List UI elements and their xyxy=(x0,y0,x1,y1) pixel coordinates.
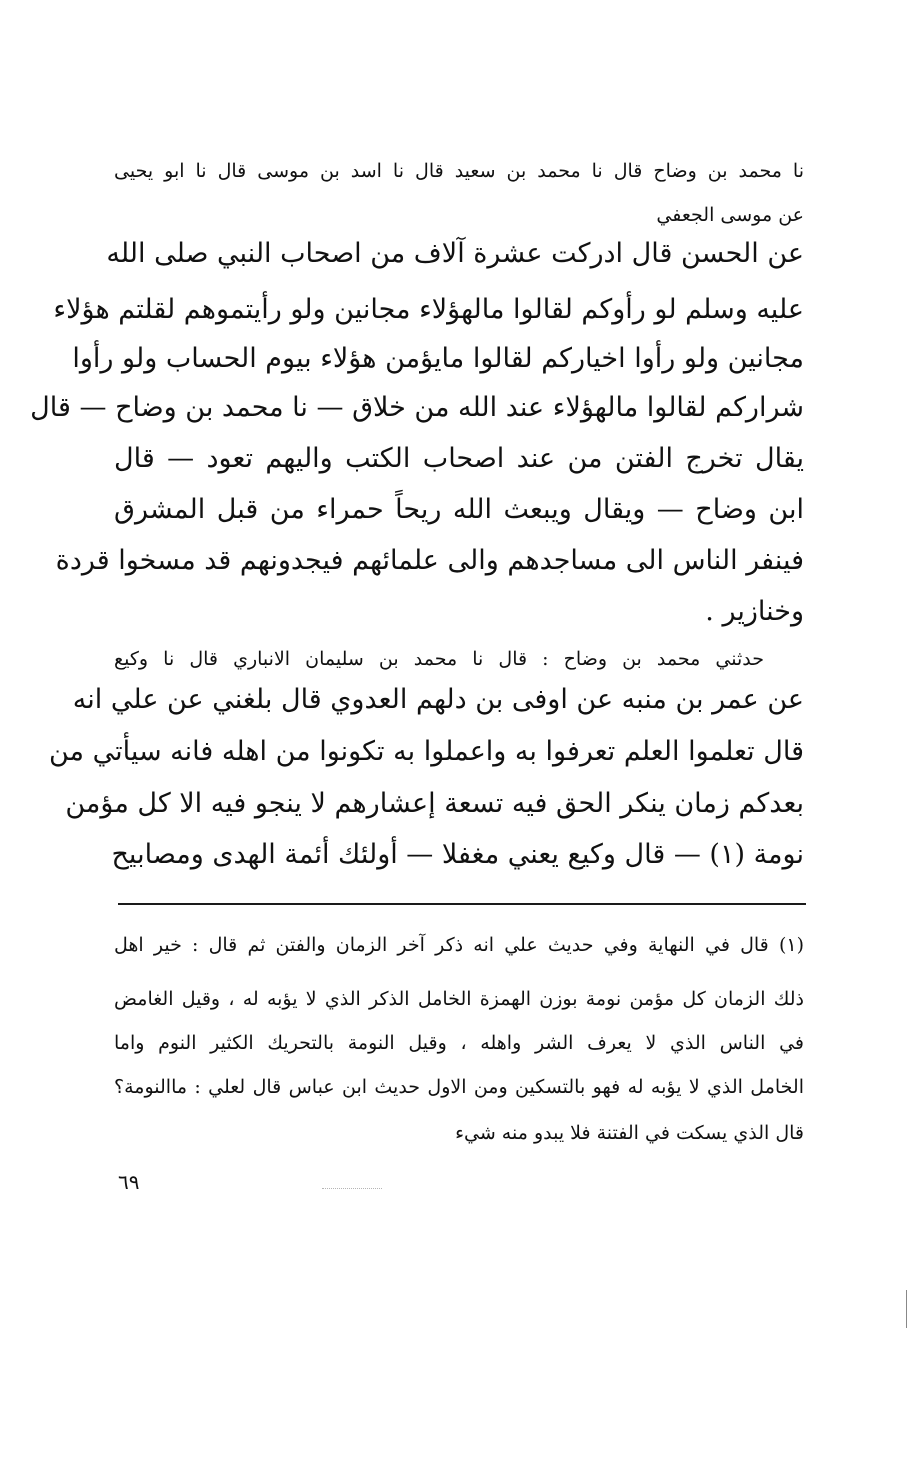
body-text-line: فينفر الناس الى مساجدهم والى علمائهم فيجدونهم قد مسخوا قردة xyxy=(55,545,804,576)
footnote-line: في الناس الذي لا يعرف الشر واهله ، وقيل النومة بالتحريك الكثير النوم واما xyxy=(114,1032,804,1054)
body-text-line: قال تعلموا العلم تعرفوا به واعملوا به تكونوا من اهله فانه سيأتي من xyxy=(48,736,804,767)
footnote-line: (١) قال في النهاية وفي حديث علي انه ذكر آخر الزمان والفتن ثم قال : خير اهل xyxy=(114,934,804,956)
body-text-line: عن الحسن قال ادركت عشرة آلاف من اصحاب النبي صلى الله xyxy=(106,238,804,269)
scan-smudge xyxy=(322,1188,382,1189)
footnote-divider xyxy=(118,903,806,905)
body-text-line: شراركم لقالوا مالهؤلاء عند الله من خلاق — نا محمد بن وضاح — قال xyxy=(30,392,804,423)
footnote-line: قال الذي يسكت في الفتنة فلا يبدو منه شيء xyxy=(455,1122,804,1144)
body-text-line: يقال تخرج الفتن من عند اصحاب الكتب واليهم تعود — قال xyxy=(114,443,804,474)
footnote-line: ذلك الزمان كل مؤمن نومة بوزن الهمزة الخامل الذكر الذي لا يؤبه له ، وقيل الغامض xyxy=(114,988,804,1010)
footnote-line: الخامل الذي لا يؤبه له فهو بالتسكين ومن الاول حديث ابن عباس قال لعلي : ماالنومة؟ xyxy=(114,1076,804,1098)
body-text-line: ابن وضاح — ويقال ويبعث الله ريحاً حمراء من قبل المشرق xyxy=(114,494,804,525)
isnad-line: عن موسى الجعفي xyxy=(656,204,804,226)
scan-edge-mark xyxy=(906,1290,907,1328)
body-text-line: عن عمر بن منبه عن اوفى بن دلهم العدوي قال بلغني عن علي انه xyxy=(72,684,804,715)
body-text-line: وخنازير . xyxy=(705,596,804,627)
body-text-line: نومة (١) — قال وكيع يعني مغفلا — أولئك أئمة الهدى ومصابيح xyxy=(111,839,804,870)
body-text-line: بعدكم زمان ينكر الحق فيه تسعة إعشارهم لا ينجو فيه الا كل مؤمن xyxy=(65,788,804,819)
body-text-line: عليه وسلم لو رأوكم لقالوا مالهؤلاء مجانين ولو رأيتموهم لقلتم هؤلاء xyxy=(53,294,804,325)
isnad-line: حدثني محمد بن وضاح : قال نا محمد بن سليمان الانباري قال نا وكيع xyxy=(114,648,764,670)
isnad-line: نا محمد بن وضاح قال نا محمد بن سعيد قال نا اسد بن موسى قال نا ابو يحيى xyxy=(114,160,804,182)
page-number: ٦٩ xyxy=(118,1170,140,1194)
body-text-line: مجانين ولو رأوا اخياركم لقالوا مايؤمن هؤلاء بيوم الحساب ولو رأوا xyxy=(72,343,804,374)
